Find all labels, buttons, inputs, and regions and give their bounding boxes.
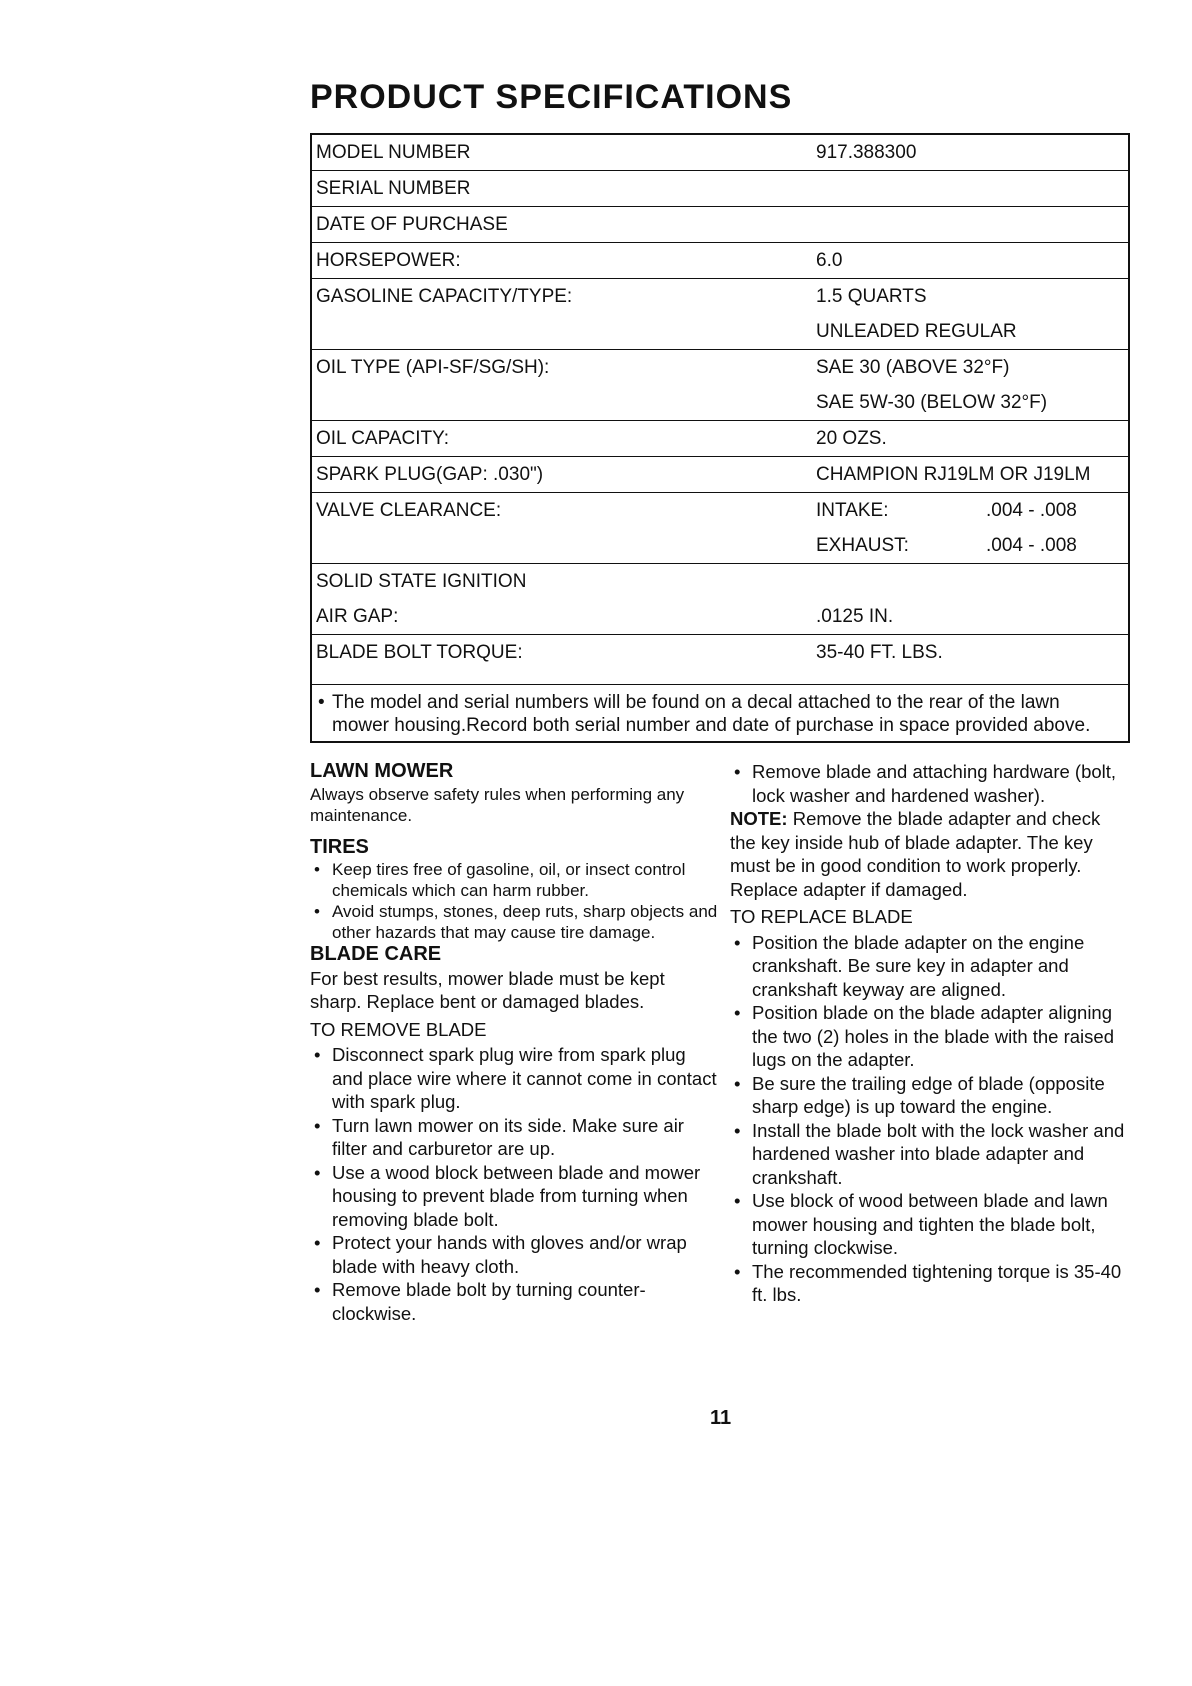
list-item: • Remove blade bolt by turning counter-clockwise. — [310, 1278, 720, 1325]
spec-value: UNLEADED REGULAR — [816, 320, 1017, 342]
spec-label: AIR GAP: — [316, 605, 399, 627]
spec-row-gasoline — [312, 279, 1128, 350]
page-title: PRODUCT SPECIFICATIONS — [310, 78, 793, 116]
spec-value: SAE 5W-30 (BELOW 32°F) — [816, 391, 1048, 413]
spec-label: GASOLINE CAPACITY/TYPE: — [316, 285, 573, 307]
spec-label: OIL CAPACITY: — [316, 427, 450, 449]
spec-value: CHAMPION RJ19LM OR J19LM — [816, 463, 1091, 485]
list-item: • Use a wood block between blade and mower housing to prevent blade from turning when removing blade bolt. — [310, 1161, 720, 1232]
spec-label: MODEL NUMBER — [316, 141, 471, 163]
spec-row-model — [312, 135, 1128, 171]
spec-value: .004 - .008 — [986, 534, 1077, 556]
list-item: • Position blade on the blade adapter aligning the two (2) holes in the blade with the raised lugs on the adapter. — [730, 1001, 1130, 1072]
list-item: • Avoid stumps, stones, deep ruts, sharp objects and other hazards that may cause tire damage. — [310, 901, 720, 943]
lawnmower-text: Always observe safety rules when performing any maintenance. — [310, 784, 685, 825]
spec-note: The model and serial numbers will be found on a decal attached to the rear of the lawn mower housing.Record both serial number and date of purchase in space provided above. — [332, 692, 1091, 736]
list-item: • Turn lawn mower on its side. Make sure air filter and carburetor are up. — [310, 1114, 720, 1161]
list-item: • Disconnect spark plug wire from spark plug and place wire where it cannot come in contact with spark plug. — [310, 1043, 720, 1114]
note-text: Remove the blade adapter and check the key inside hub of blade adapter. The key must be in good condition to work properly. Replace adapter if damaged. — [730, 808, 1101, 900]
blade-care-text: For best results, mower blade must be kept sharp. Replace bent or damaged blades. — [310, 967, 665, 1012]
note-paragraph — [730, 807, 1130, 901]
list-item: • The recommended tightening torque is 35-40 ft. lbs. — [730, 1260, 1130, 1307]
spec-label: VALVE CLEARANCE: — [316, 499, 502, 521]
lawnmower-heading: LAWN MOWER — [310, 760, 454, 782]
spec-label: BLADE BOLT TORQUE: — [316, 641, 523, 663]
spec-row-serial — [312, 171, 1128, 207]
spec-table — [310, 133, 1130, 743]
spec-label: SPARK PLUG(GAP: .030") — [316, 463, 544, 485]
spec-value: .0125 IN. — [816, 605, 894, 627]
spec-row-horsepower — [312, 243, 1128, 279]
spec-row-valve — [312, 493, 1128, 564]
spec-value: 1.5 QUARTS — [816, 285, 927, 307]
list-item: • Remove blade and attaching hardware (bolt, lock washer and hardened washer). — [730, 760, 1130, 807]
tires-list — [310, 859, 720, 943]
blade-care-heading: BLADE CARE — [310, 943, 442, 965]
replace-blade-heading: TO REPLACE BLADE — [730, 906, 913, 927]
spec-value: .004 - .008 — [986, 499, 1077, 521]
right-column — [730, 760, 1130, 1307]
remove-blade-list-continued — [730, 760, 1130, 807]
page-number: 11 — [710, 1407, 732, 1429]
list-item: • Position the blade adapter on the engine crankshaft. Be sure key in adapter and crankshaft keyway are aligned. — [730, 931, 1130, 1002]
spec-value: INTAKE: — [816, 499, 889, 521]
spec-row-date — [312, 207, 1128, 243]
spec-row-oil-capacity — [312, 421, 1128, 457]
spec-value: 20 OZS. — [816, 427, 887, 449]
spec-value: SAE 30 (ABOVE 32°F) — [816, 356, 1010, 378]
remove-blade-heading: TO REMOVE BLADE — [310, 1018, 487, 1040]
list-item: • Install the blade bolt with the lock washer and hardened washer into blade adapter and crankshaft. — [730, 1119, 1130, 1190]
list-item: • Keep tires free of gasoline, oil, or insect control chemicals which can harm rubber. — [310, 859, 720, 901]
note-label: NOTE: — [730, 808, 788, 829]
spec-row-note — [312, 685, 1128, 741]
bullet-icon: • — [318, 692, 325, 713]
spec-row-oil-type — [312, 350, 1128, 421]
spec-row-spark-plug — [312, 457, 1128, 493]
remove-blade-list — [310, 1043, 720, 1325]
spec-value: 917.388300 — [816, 141, 917, 163]
left-column — [310, 760, 720, 1325]
list-item: • Be sure the trailing edge of blade (opposite sharp edge) is up toward the engine. — [730, 1072, 1130, 1119]
list-item: • Use block of wood between blade and lawn mower housing and tighten the blade bolt, turning clockwise. — [730, 1189, 1130, 1260]
spec-label: SERIAL NUMBER — [316, 177, 471, 199]
list-item: • Protect your hands with gloves and/or wrap blade with heavy cloth. — [310, 1231, 720, 1278]
spec-value: EXHAUST: — [816, 534, 909, 556]
tires-heading: TIRES — [310, 835, 369, 858]
spec-label: SOLID STATE IGNITION — [316, 570, 527, 592]
spec-label: DATE OF PURCHASE — [316, 213, 508, 235]
spec-value: 6.0 — [816, 249, 843, 271]
replace-blade-list — [730, 931, 1130, 1307]
spec-value: 35-40 FT. LBS. — [816, 641, 943, 663]
spec-row-torque — [312, 635, 1128, 685]
spec-row-ignition — [312, 564, 1128, 635]
spec-label: HORSEPOWER: — [316, 249, 461, 271]
spec-label: OIL TYPE (API-SF/SG/SH): — [316, 356, 550, 378]
